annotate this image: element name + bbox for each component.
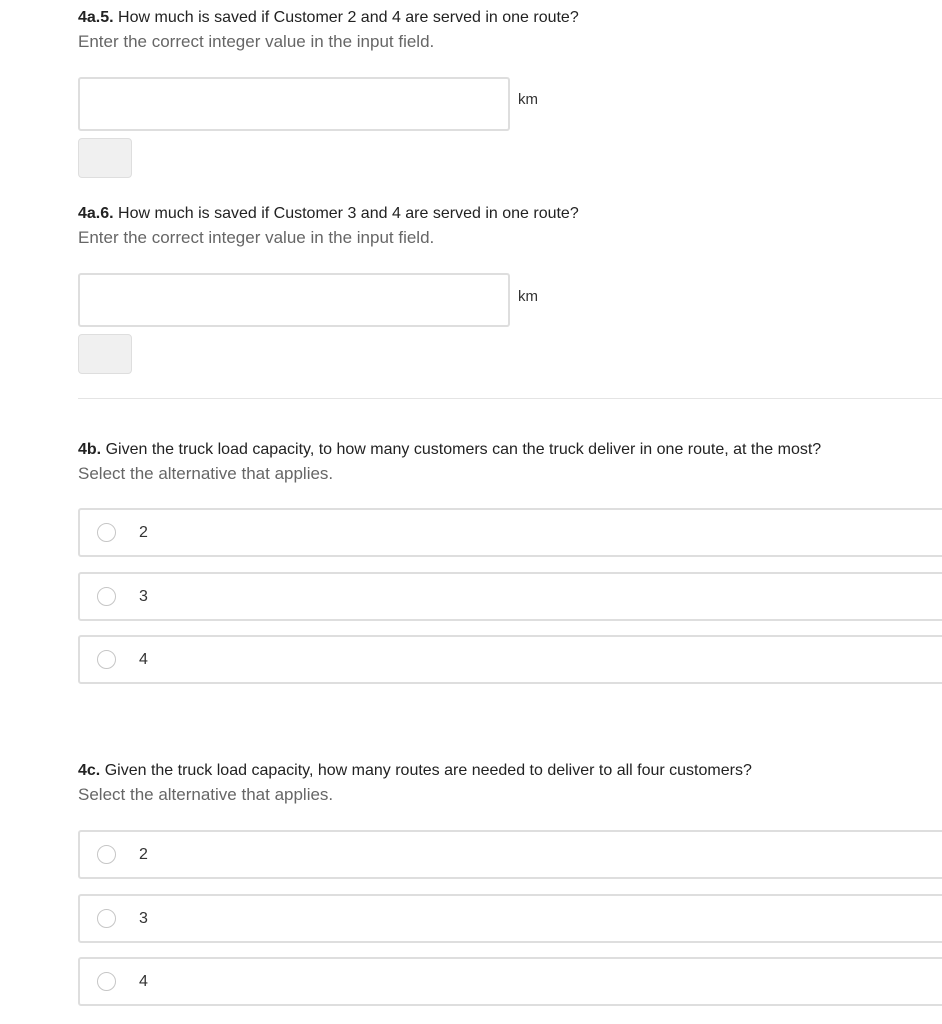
option-label: 4 (139, 651, 148, 668)
question-text: Given the truck load capacity, how many routes are needed to deliver to all four customers? (104, 762, 752, 779)
question-number: 4a.6. (78, 205, 114, 222)
question-instruction: Enter the correct integer value in the input field. (78, 32, 435, 51)
option-4b-3[interactable] (78, 635, 942, 684)
check-button-4a6[interactable] (78, 334, 132, 374)
question-4c (78, 761, 752, 806)
question-number: 4c. (78, 762, 101, 779)
section-divider (78, 398, 942, 399)
question-title (78, 204, 579, 224)
radio-button[interactable] (97, 523, 116, 542)
radio-button[interactable] (97, 909, 116, 928)
radio-button[interactable] (97, 972, 116, 991)
question-number: 4a.5. (78, 9, 114, 26)
question-4a5 (78, 8, 579, 53)
question-text: How much is saved if Customer 2 and 4 are served in one route? (118, 9, 579, 26)
question-text: How much is saved if Customer 3 and 4 are served in one route? (118, 205, 579, 222)
answer-input-4a5[interactable] (78, 77, 510, 131)
question-4b (78, 440, 821, 485)
question-number: 4b. (78, 441, 102, 458)
option-4c-2[interactable] (78, 894, 942, 943)
check-button-4a5[interactable] (78, 138, 132, 178)
option-4c-1[interactable] (78, 830, 942, 879)
option-label: 4 (139, 973, 148, 990)
answer-input-4a6[interactable] (78, 273, 510, 327)
question-text: Given the truck load capacity, to how many customers can the truck deliver in one route, at the most? (105, 441, 822, 458)
unit-label-4a5: km (518, 91, 538, 108)
option-label: 3 (139, 588, 148, 605)
option-label: 2 (139, 524, 148, 541)
radio-button[interactable] (97, 650, 116, 669)
question-title (78, 8, 579, 28)
question-instruction: Select the alternative that applies. (78, 785, 334, 804)
option-4b-1[interactable] (78, 508, 942, 557)
question-4a6 (78, 204, 579, 249)
radio-button[interactable] (97, 587, 116, 606)
option-4b-2[interactable] (78, 572, 942, 621)
question-instruction: Select the alternative that applies. (78, 464, 334, 483)
radio-button[interactable] (97, 845, 116, 864)
question-instruction: Enter the correct integer value in the input field. (78, 228, 435, 247)
question-title (78, 761, 752, 781)
option-label: 3 (139, 910, 148, 927)
option-label: 2 (139, 846, 148, 863)
question-title (78, 440, 821, 460)
unit-label-4a6: km (518, 288, 538, 305)
option-4c-3[interactable] (78, 957, 942, 1006)
